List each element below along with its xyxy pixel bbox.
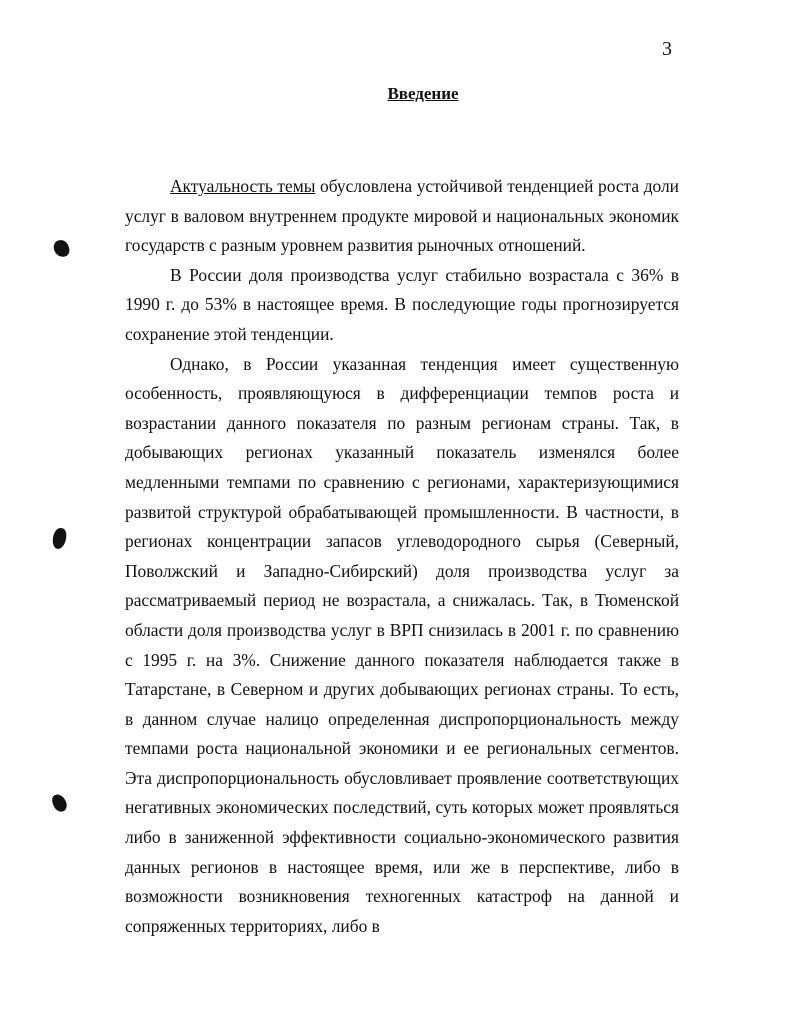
paragraph-1 <box>125 172 679 261</box>
page-number: 3 <box>662 38 672 60</box>
body-text <box>125 172 679 941</box>
paragraph-text: обусловлена устойчивой тенденцией роста доли услуг в валовом внутреннем продукте мировой и национальных экономик государств с разным уровнем развития рыночных отношений. <box>125 176 679 256</box>
ink-blot-mark <box>52 239 70 259</box>
ink-blot-mark <box>52 527 68 550</box>
paragraph-text: В России доля производства услуг стабильно возрастала с 36% в 1990 г. до 53% в настоящее время. В последующие годы прогнозируется сохранение этой тенденции. <box>125 264 679 344</box>
ink-blot-mark <box>50 792 68 813</box>
paragraph-lead-underlined: Актуальность темы <box>170 176 316 196</box>
paragraph-3 <box>125 350 679 942</box>
paragraph-2 <box>125 261 679 350</box>
paragraph-text: Однако, в России указанная тенденция имеет существенную особенность, проявляющуюся в дифференциации темпов роста и возрастании данного показателя по разным регионам страны. Так, в добывающих регионах указанный показатель изменялся более медленными темпами по сравнению с регионами, характеризующимися развитой структурой обрабатывающей промышленности. В частности, в регионах концентрации запасов углеводородного сырья (Северный, Поволжский и Западно-Сибирский) доля производства услуг за рассматриваемый период не возрастала, а снижалась. Так, в Тюменской области доля производства услуг в ВРП снизилась в 2001 г. по сравнению с 1995 г. на 3%. Снижение данного показателя наблюдается также в Татарстане, в Северном и других добывающих регионах страны. То есть, в данном случае налицо определенная диспропорциональность между темпами роста национальной экономики и ее региональных сегментов. Эта диспропорциональность обусловливает проявление соответствующих негативных экономических последствий, суть которых может проявляться либо в заниженной эффективности социально-экономического развития данных регионов в настоящее время, или же в перспективе, либо в возможности возникновения техногенных катастроф на данной и сопряженных территориях, либо в <box>125 353 679 936</box>
section-title: Введение <box>387 84 459 103</box>
